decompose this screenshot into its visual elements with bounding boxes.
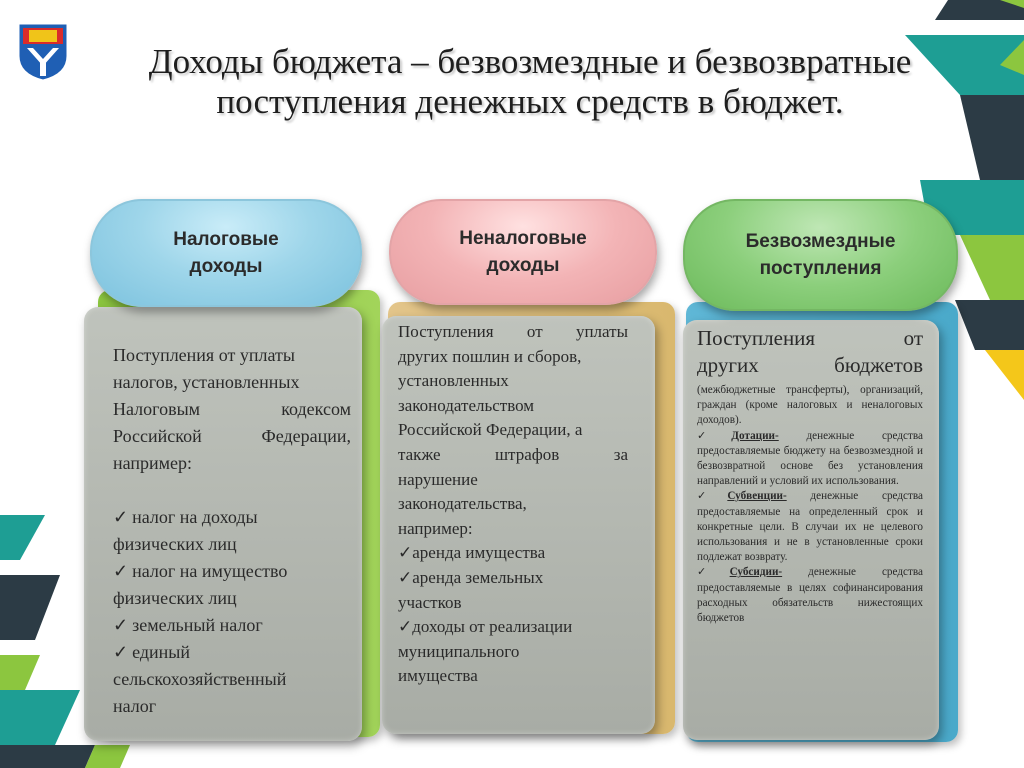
text-line: Налоговым кодексом [113,399,351,419]
city-coat-of-arms-icon [17,22,69,82]
page-title [90,42,970,122]
heading-line: поступления [759,258,882,279]
deco-stripe [0,690,80,745]
text-line: Российской Федерации, [113,426,351,446]
item-text: доходы от реализации [412,617,573,637]
check-icon: ✓ [113,642,129,662]
item-text: земельный налог [132,615,263,635]
text-line: Поступления от уплаты [398,322,628,341]
heading-line: Безвозмездные [745,231,896,252]
definition-subventions [697,489,923,565]
text-line: других бюджетов [697,353,923,377]
definition-text: денежные средства предоставляемые в целях софинансирования расходных обязательств нижестоящих бюджетов [697,566,923,625]
definition-text: денежные средства предоставляемые бюджету на безвозмездной и безвозвратной основе без установления направлений и условий их использования. [697,429,923,488]
item-text: имущества [398,666,478,686]
deco-stripe [955,300,1024,350]
title-line-1: Доходы бюджета – безвозмездные и безвозвратные [148,42,912,81]
check-icon: ✓ [113,507,129,527]
item-text: налог на доходы [132,507,258,527]
check-icon: ✓ [697,566,730,579]
deco-stripe [0,515,45,560]
text-line: других пошлин и сборов, [398,346,582,366]
item-text: налог [113,696,157,716]
text-line: например: [398,518,473,538]
list-item [398,615,628,640]
item-text: налог на имущество [132,561,288,581]
gratuitous-receipts-lead [697,325,923,379]
definition-term: Дотации- [731,429,779,442]
heading-line: доходы [189,256,263,277]
text-line: налогов, установленных [113,372,300,392]
item-text: сельскохозяйственный [113,669,287,689]
definition-term: Субсидии- [729,566,783,579]
check-icon: ✓ [697,429,732,442]
text-line: нарушение [398,469,478,489]
definition-text: денежные средства предоставляемые на определенный срок и конкретные цели. В случаи их не целевого использования и не в установленные сроки подлежат возврату. [697,490,923,564]
transfers-note: (межбюджетные трансферты), организаций, граждан (кроме налоговых и неналоговых доходов). [697,384,923,427]
definition-subsidies-grants [697,429,923,490]
item-text: муниципального [398,641,520,661]
check-icon: ✓ [398,617,413,637]
text-line: законодательства, [398,494,527,514]
deco-stripe [0,575,60,640]
item-text: физических лиц [113,534,237,554]
gratuitous-receipts-description [697,383,923,626]
item-text: аренда земельных [412,567,544,587]
heading-line: Налоговые [173,229,279,250]
check-icon: ✓ [113,561,129,581]
check-icon: ✓ [398,543,413,563]
text-line: установленных [398,371,509,391]
list-item [113,558,351,585]
item-text: аренда имущества [412,543,546,563]
list-item [113,612,351,639]
definition-subsidies [697,565,923,626]
text-line: законодательством [398,395,535,415]
deco-stripe [0,655,40,690]
definition-term: Субвенции- [727,490,787,503]
check-icon: ✓ [398,567,413,587]
tax-income-heading [90,199,362,307]
gratuitous-receipts-heading [683,199,958,311]
non-tax-income-heading [389,199,657,305]
tax-income-description [113,342,351,720]
text-line: Поступления от [697,326,923,350]
heading-line: доходы [486,255,560,276]
list-item [113,639,351,666]
item-text: участков [398,592,462,612]
deco-stripe [985,350,1024,400]
text-line: например: [113,453,193,473]
deco-stripe [960,235,1024,300]
list-item [113,504,351,531]
list-item [398,541,628,566]
text-line: также штрафов за [398,444,628,464]
check-icon: ✓ [697,490,728,503]
non-tax-income-description [398,320,628,689]
item-text: физических лиц [113,588,237,608]
heading-line: Неналоговые [459,228,587,249]
text-line: Поступления от уплаты [113,345,295,365]
deco-stripe [0,745,95,768]
check-icon: ✓ [113,615,129,635]
item-text: единый [132,642,190,662]
title-line-2: поступления денежных средств в бюджет. [216,82,844,121]
list-item [398,566,628,591]
text-line: Российской Федерации, а [398,420,583,440]
